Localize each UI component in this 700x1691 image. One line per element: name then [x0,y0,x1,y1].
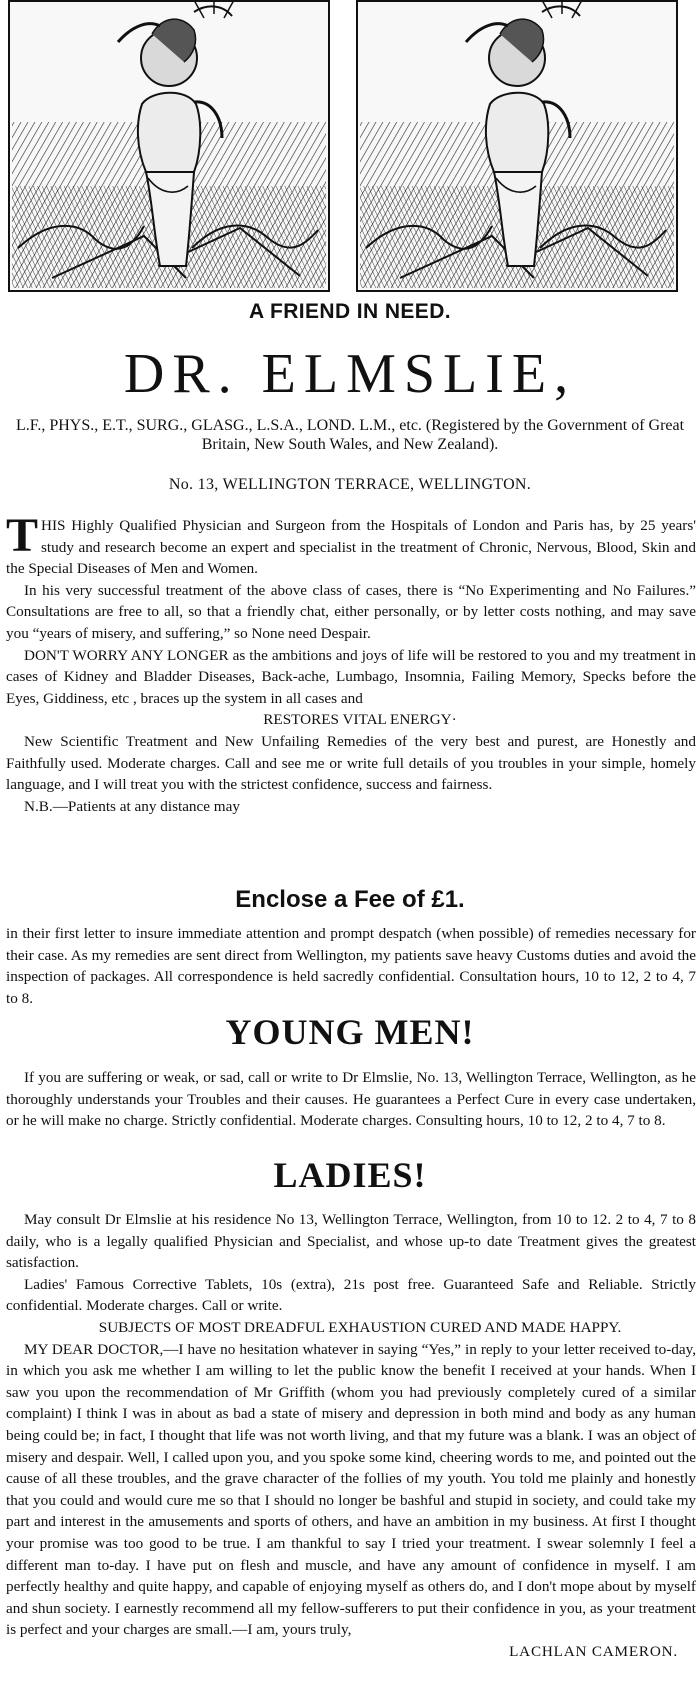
young-men-section [6,1067,696,1132]
engraving-row [8,0,692,292]
engraving-right-illustration [356,0,678,292]
ladies-heading: LADIES! [273,1155,427,1195]
ladies-section [6,1209,696,1662]
intro-section [6,509,696,817]
young-men-heading: YOUNG MEN! [225,1012,475,1052]
vital-energy-heading: RESTORES VITAL ENERGY· [263,711,457,729]
engraving-left [8,0,330,292]
page-subtitle: A FRIEND IN NEED. [248,300,452,323]
intro-paragraph-1 [6,509,696,580]
ladies-paragraph-2: Ladies' Famous Corrective Tablets, 10s (extra), 21s post free. Guaranteed Safe and Reliable. Strictly confidential. Moderate charges. Call or write. [6,1275,696,1315]
fee-section [6,923,696,1009]
address-text: No. 13, WELLINGTON TERRACE, WELLINGTON. [168,476,532,493]
intro-paragraph-4: New Scientific Treatment and New Unfailing Remedies of the very best and purest, are Honestly and Faithfully used. Moderate charges. Call and see me or write full details of you troubles in your simple, homely language, and I will treat you with the strictest confidence, success and fairness. [6,732,696,794]
intro-paragraph-1-text: HIS Highly Qualified Physician and Surgeon from the Hospitals of London and Paris has, by 25 years' study and research become an expert and specialist in the treatment of Chronic, Nervous, Blood, Skin and the Special Diseases of Men and Women. [6,517,696,578]
credentials-text: L.F., PHYS., E.T., SURG., GLASG., L.S.A., LOND. L.M., etc. (Registered by the Government of Great Britain, New South Wales, and New Zealand). [15,417,685,453]
intro-paragraph-3: DON'T WORRY ANY LONGER as the ambitions and joys of life will be restored to you and my treatment in cases of Kidney and Bladder Diseases, Back-ache, Lumbago, Insomnia, Failing Memory, Specks before the Eyes, Giddiness, etc , braces up the system in all cases and [6,646,696,707]
fee-text: in their first letter to insure immediate attention and prompt despatch (when possible) of remedies necessary for their case. As my remedies are sent direct from Wellington, my patients save heavy Customs duties and avoid the inspection of packages. All correspondence is held sacredly confidential. Consultation hours, 10 to 12, 2 to 4, 7 to 8. [6,925,696,1007]
drop-cap: T [6,509,39,562]
subjects-heading: SUBJECTS OF MOST DREADFUL EXHAUSTION CURED AND MADE HAPPY. [98,1318,622,1336]
engraving-right [356,0,678,292]
engraving-left-illustration [8,0,330,292]
page-title: DR. ELMSLIE, [123,343,577,405]
patients-note: N.B.—Patients at any distance may [24,797,240,815]
ladies-paragraph-1: May consult Dr Elmslie at his residence No 13, Wellington Terrace, Wellington, from 10 to 12. 2 to 4, 7 to 8 daily, who is a legally qualified Physician and Specialist, and whose up-to date Treatment gives the greatest satisfaction. [6,1211,696,1272]
signature: LACHLAN CAMERON. [509,1642,678,1660]
fee-heading: Enclose a Fee of £1. [235,886,465,913]
intro-paragraph-2: In his very successful treatment of the above class of cases, there is “No Experimenting and No Failures.” Consultations are free to all, so that a friendly chat, either personally, or by letter costs nothing, and may save you “years of misery, and suffering,” so None need Despair. [6,581,696,642]
young-men-text: If you are suffering or weak, or sad, call or write to Dr Elmslie, No. 13, Wellington Terrace, Wellington, as he thoroughly understands your Troubles and their causes. He guarantees a Perfect Cure in every case undertaken, or he will make no charge. Strictly confidential. Moderate charges. Consulting hours, 10 to 12, 2 to 4, 7 to 8. [6,1069,696,1130]
testimonial-letter: MY DEAR DOCTOR,—I have no hesitation whatever in saying “Yes,” in reply to your letter received to-day, in which you ask me whether I am willing to let the public know the benefit I received at your hands. When I saw you upon the recommendation of Mr Griffith (whom you had previously completely cured of a similar complaint) I think I was in about as bad a state of misery and depression in both mind and body as any human being could be; in fact, I thought that life was not worth living, and that my future was a blank. I was an object of misery and despair. Well, I called upon you, and you spoke some kind, cheering words to me, and pointed out the cause of all these troubles, and the grave character of the follies of my youth. You told me plainly and honestly that you could and would cure me so that I should no longer be bashful and stupid in society, and could take my part and interest in the amusements and sports of others, and have an ambition in my business. At first I thought your promise was too good to be true. I am thankful to say I tried your treatment. I swear solemnly I feel a different man to-day. I have put on flesh and muscle, and have any amount of confidence in myself. I am perfectly healthy and quite happy, and capable of enjoying myself as others do, and I don't mope about by myself and shun society. I earnestly recommend all my fellow-sufferers to put their confidence in you, as your treatment is perfect and your charges are small.—I am, yours truly, [6,1340,696,1639]
